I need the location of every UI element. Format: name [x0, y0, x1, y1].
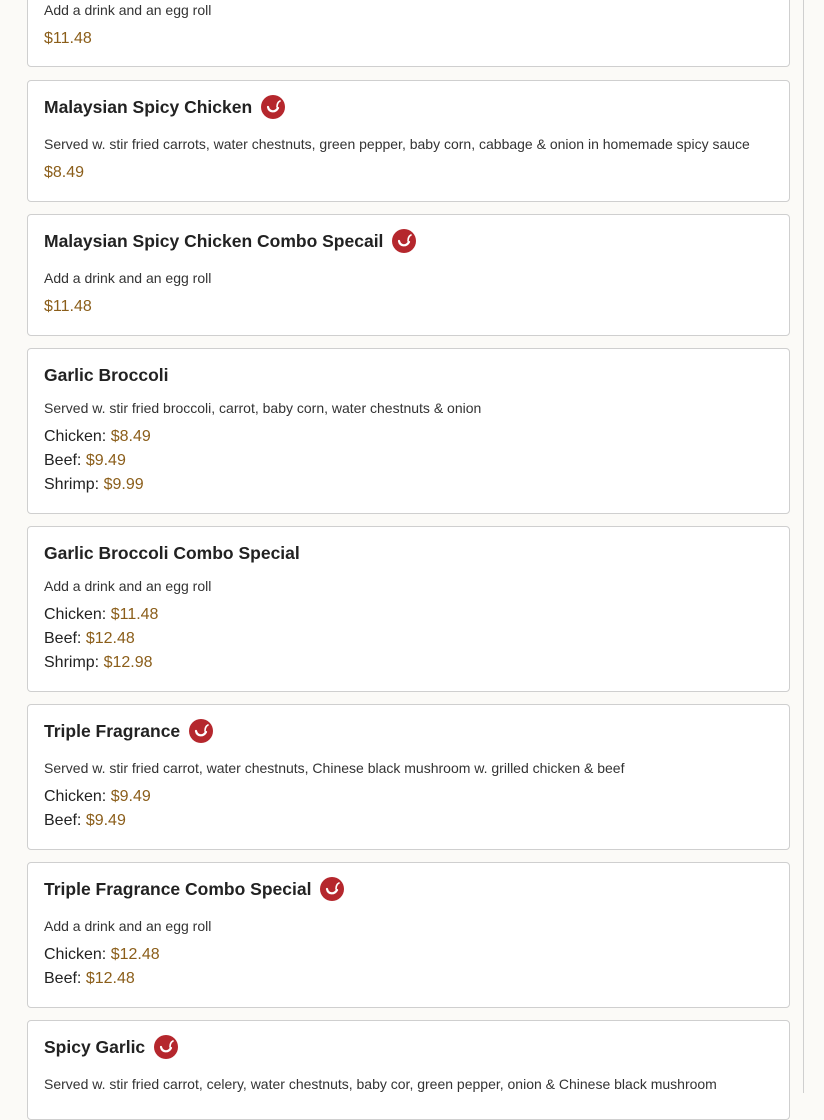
chili-pepper-icon: [261, 95, 285, 119]
item-description: Served w. stir fried carrots, water chestnuts, green pepper, baby corn, cabbage & onion in homemade spicy sauce: [44, 136, 750, 152]
price-option: [44, 630, 135, 648]
option-price: $9.49: [110, 788, 151, 805]
item-price: $8.49: [44, 164, 85, 181]
price-option: [44, 946, 160, 964]
menu-item-card[interactable]: [27, 80, 790, 202]
item-name: Triple Fragrance: [44, 720, 181, 741]
option-label: Chicken:: [44, 428, 107, 445]
option-label: Chicken:: [44, 788, 107, 805]
option-price: $9.49: [85, 452, 126, 469]
item-description: Add a drink and an egg roll: [44, 578, 212, 594]
menu-item-card[interactable]: [27, 348, 790, 514]
option-price: $8.49: [110, 428, 151, 445]
item-description: Add a drink and an egg roll: [44, 270, 212, 286]
item-name: Spicy Garlic: [44, 1036, 146, 1057]
option-price: $12.48: [85, 970, 135, 987]
option-price: $12.98: [103, 654, 153, 671]
price-option: [44, 606, 158, 624]
page-right-border: [803, 0, 804, 1093]
item-name: Triple Fragrance Combo Special: [44, 878, 312, 899]
option-price: $12.48: [110, 946, 160, 963]
price-option: [44, 970, 135, 988]
menu-item-card[interactable]: [27, 0, 790, 67]
option-label: Beef:: [44, 452, 82, 469]
menu-item-card[interactable]: [27, 704, 790, 850]
item-name: Garlic Broccoli Combo Special: [44, 543, 300, 563]
price-option: [44, 812, 126, 830]
item-description: Served w. stir fried carrot, water chestnuts, Chinese black mushroom w. grilled chicken & beef: [44, 760, 625, 776]
option-label: Beef:: [44, 630, 82, 647]
item-description: Add a drink and an egg roll: [44, 2, 212, 18]
option-label: Beef:: [44, 812, 82, 829]
price-option: [44, 476, 144, 494]
menu-item-card[interactable]: [27, 526, 790, 692]
option-label: Chicken:: [44, 606, 107, 623]
item-price: $11.48: [44, 30, 92, 47]
option-label: Shrimp:: [44, 654, 100, 671]
price-option: [44, 452, 126, 470]
item-name: Garlic Broccoli: [44, 365, 169, 385]
option-price: $11.48: [110, 606, 159, 623]
chili-pepper-icon: [320, 877, 344, 901]
price-option: [44, 654, 153, 672]
menu-item-card[interactable]: [27, 1020, 790, 1120]
item-description: Add a drink and an egg roll: [44, 918, 212, 934]
item-price: $11.48: [44, 298, 92, 315]
menu-item-card[interactable]: [27, 214, 790, 336]
item-name: Malaysian Spicy Chicken: [44, 96, 253, 117]
price-option: [44, 788, 151, 806]
option-price: $9.49: [85, 812, 126, 829]
item-description: Served w. stir fried carrot, celery, water chestnuts, baby cor, green pepper, onion & Chinese black mushroom: [44, 1076, 717, 1092]
chili-pepper-icon: [189, 719, 213, 743]
price-option: [44, 428, 151, 446]
option-label: Chicken:: [44, 946, 107, 963]
option-price: $9.99: [103, 476, 144, 493]
item-description: Served w. stir fried broccoli, carrot, baby corn, water chestnuts & onion: [44, 400, 482, 416]
option-price: $12.48: [85, 630, 135, 647]
chili-pepper-icon: [154, 1035, 178, 1059]
chili-pepper-icon: [392, 229, 416, 253]
menu-item-card[interactable]: [27, 862, 790, 1008]
option-label: Beef:: [44, 970, 82, 987]
item-name: Malaysian Spicy Chicken Combo Specail: [44, 230, 384, 251]
option-label: Shrimp:: [44, 476, 100, 493]
